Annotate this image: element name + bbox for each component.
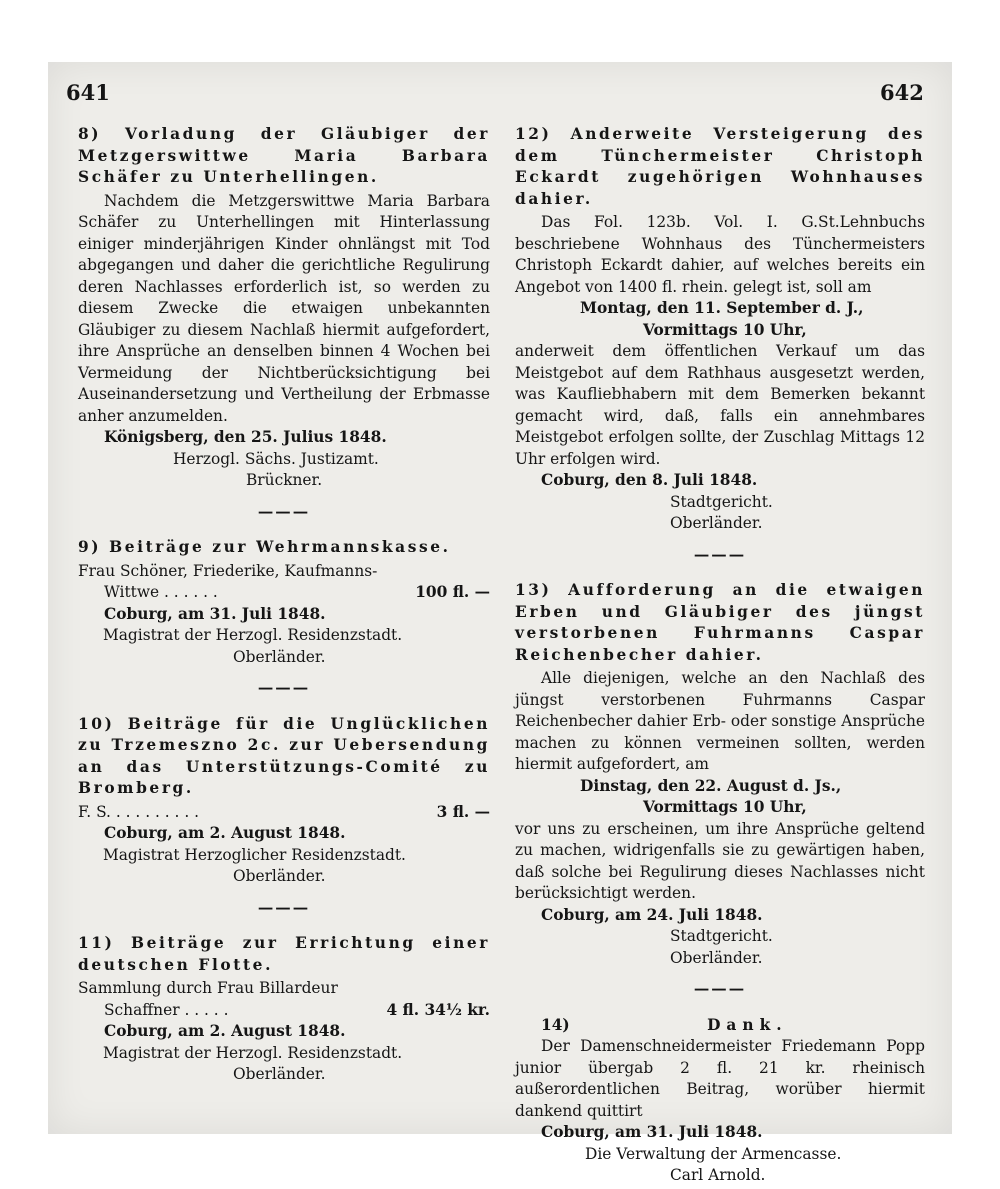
notice-13-signature: Oberländer. (670, 948, 763, 967)
left-column (78, 124, 490, 1086)
notice-9 (78, 537, 490, 668)
notice-13-office: Stadtgericht. (670, 927, 773, 945)
notice-13-when-time: Vormittags 10 Uhr, (643, 798, 807, 816)
notice-14-office: Die Verwaltung der Armencasse. (585, 1144, 842, 1163)
section-divider: ——— (257, 679, 311, 697)
notice-8-signature: Brückner. (246, 471, 323, 489)
notice-11-amount: 4 fl. 34½ kr. (386, 1000, 490, 1019)
notice-11-office: Magistrat der Herzogl. Residenzstadt. (103, 1043, 403, 1062)
notice-10-donor: F. S. . . . . . . . . . (78, 802, 200, 821)
notice-9-heading: 9) Beiträge zur Wehrmannskasse. (78, 538, 451, 556)
notice-12-body-cont: anderweit dem öffentlichen Verkauf um das Meistgebot auf dem Rathhaus ausgesetzt werden, was Kaufliebhabern mit dem Bemerken bekannt gemacht wird, daß, falls ein annehmbares Meistgebot erfolgen sollte, der Zuschlag Mittags 12 Uhr erfolgen wird. (515, 342, 925, 468)
notice-10-amount: 3 fl. — (436, 802, 490, 821)
notice-12-heading: 12) Anderweite Versteigerung des dem Tünchermeister Christoph Eckardt zugehörigen Wohnhauses dahier. (515, 125, 925, 208)
notice-11-amount-row (78, 1000, 490, 1022)
notice-9-amount: 100 fl. — (415, 583, 490, 601)
notice-9-date: Coburg, am 31. Juli 1848. (104, 604, 326, 623)
notice-10-amount-row (78, 802, 490, 824)
notice-12-signature: Oberländer. (670, 514, 763, 532)
notice-11-donor-cont: Schaffner . . . . . (104, 1000, 229, 1019)
notice-12-when-time: Vormittags 10 Uhr, (643, 320, 807, 339)
notice-12-date: Coburg, den 8. Juli 1848. (541, 471, 758, 489)
page-number-left: 641 (66, 80, 110, 105)
notice-12-body: Das Fol. 123b. Vol. I. G.St.Lehnbuchs beschriebene Wohnhaus des Tünchermeisters Christoph Eckardt dahier, auf welches bereits ein Angebot von 1400 fl. rhein. gelegt ist, soll am (515, 213, 925, 296)
section-divider: ——— (693, 545, 747, 564)
notice-9-donor-cont: Wittwe . . . . . . (104, 583, 218, 601)
notice-11-date: Coburg, am 2. August 1848. (104, 1022, 346, 1040)
notice-9-donor: Frau Schöner, Friederike, Kaufmanns- (78, 561, 378, 580)
notice-13-body-cont: vor uns zu erscheinen, um ihre Ansprüche geltend zu machen, widrigenfalls sie zu gewärtigen haben, daß solche bei Regulirung dieses Nachlasses nicht berücksichtigt werden. (515, 819, 925, 902)
notice-13-heading: 13) Aufforderung an die etwaigen Erben und Gläubiger des jüngst verstorbenen Fuhrmanns Caspar Reichenbecher dahier. (515, 581, 925, 664)
notice-12-office: Stadtgericht. (670, 492, 773, 511)
notice-9-signature: Oberländer. (233, 647, 326, 666)
notice-11-heading: 11) Beiträge zur Errichtung einer deutschen Flotte. (78, 934, 490, 974)
right-column (515, 124, 925, 1187)
notice-10-signature: Oberländer. (233, 867, 326, 885)
notice-14-body: Der Damenschneidermeister Friedemann Popp junior übergab 2 fl. 21 kr. rheinisch außerordentlichen Beitrag, worüber hiermit dankend quittirt (515, 1037, 925, 1120)
notice-8-heading: 8) Vorladung der Gläubiger der Metzgerswittwe Maria Barbara Schäfer zu Unterhellingen. (78, 125, 490, 186)
notice-14-signature: Carl Arnold. (670, 1166, 766, 1184)
notice-12-when-day: Montag, den 11. September d. J., (580, 299, 864, 317)
notice-13 (515, 580, 925, 969)
notice-14-title: Dank. (707, 1015, 788, 1034)
notice-9-amount-row (78, 582, 490, 604)
notice-10-office: Magistrat Herzoglicher Residenzstadt. (103, 845, 406, 864)
notice-9-office: Magistrat der Herzogl. Residenzstadt. (103, 626, 403, 644)
notice-14-heading-row (515, 1015, 925, 1037)
section-divider: ——— (257, 502, 311, 521)
notice-10-heading: 10) Beiträge für die Unglücklichen zu Trzemeszno 2c. zur Uebersendung an das Unterstützungs-Comité zu Bromberg. (78, 714, 490, 797)
notice-8 (78, 124, 490, 492)
notice-8-date: Königsberg, den 25. Julius 1848. (104, 428, 387, 446)
notice-14-date: Coburg, am 31. Juli 1848. (541, 1123, 763, 1141)
notice-10-date: Coburg, am 2. August 1848. (104, 824, 346, 842)
notice-8-body: Nachdem die Metzgerswittwe Maria Barbara Schäfer zu Unterhellingen mit Hinterlassung einiger minderjährigen Kinder ohnlängst mit Tod abgegangen und daher die gerichtliche Regulirung deren Nachlasses erforderlich ist, so werden zu diesem Zwecke die etwaigen unbekannten Gläubiger zu diesem Nachlaß hiermit aufgefordert, ihre Ansprüche an denselben binnen 4 Wochen bei Vermeidung der Nichtberücksichtigung bei Auseinandersetzung und Vertheilung der Erbmasse anher anzumelden. (78, 191, 490, 425)
notice-14-number: 14) (541, 1015, 570, 1034)
notice-13-body: Alle diejenigen, welche an den Nachlaß des jüngst verstorbenen Fuhrmanns Caspar Reichenbecher dahier Erb- oder sonstige Ansprüche machen zu können vermeinen sollten, werden hiermit aufgefordert, am (515, 669, 925, 773)
notice-14 (515, 1015, 925, 1187)
notice-10 (78, 714, 490, 888)
notice-11-signature: Oberländer. (233, 1065, 326, 1083)
notice-12 (515, 124, 925, 535)
notice-13-date: Coburg, am 24. Juli 1848. (541, 905, 763, 924)
notice-11-donor: Sammlung durch Frau Billardeur (78, 979, 338, 997)
notice-11 (78, 933, 490, 1086)
notice-13-when-day: Dinstag, den 22. August d. Js., (580, 776, 842, 795)
section-divider: ——— (693, 980, 747, 998)
notice-8-office: Herzogl. Sächs. Justizamt. (173, 449, 379, 468)
section-divider: ——— (257, 898, 311, 917)
page-number-right: 642 (880, 80, 924, 105)
